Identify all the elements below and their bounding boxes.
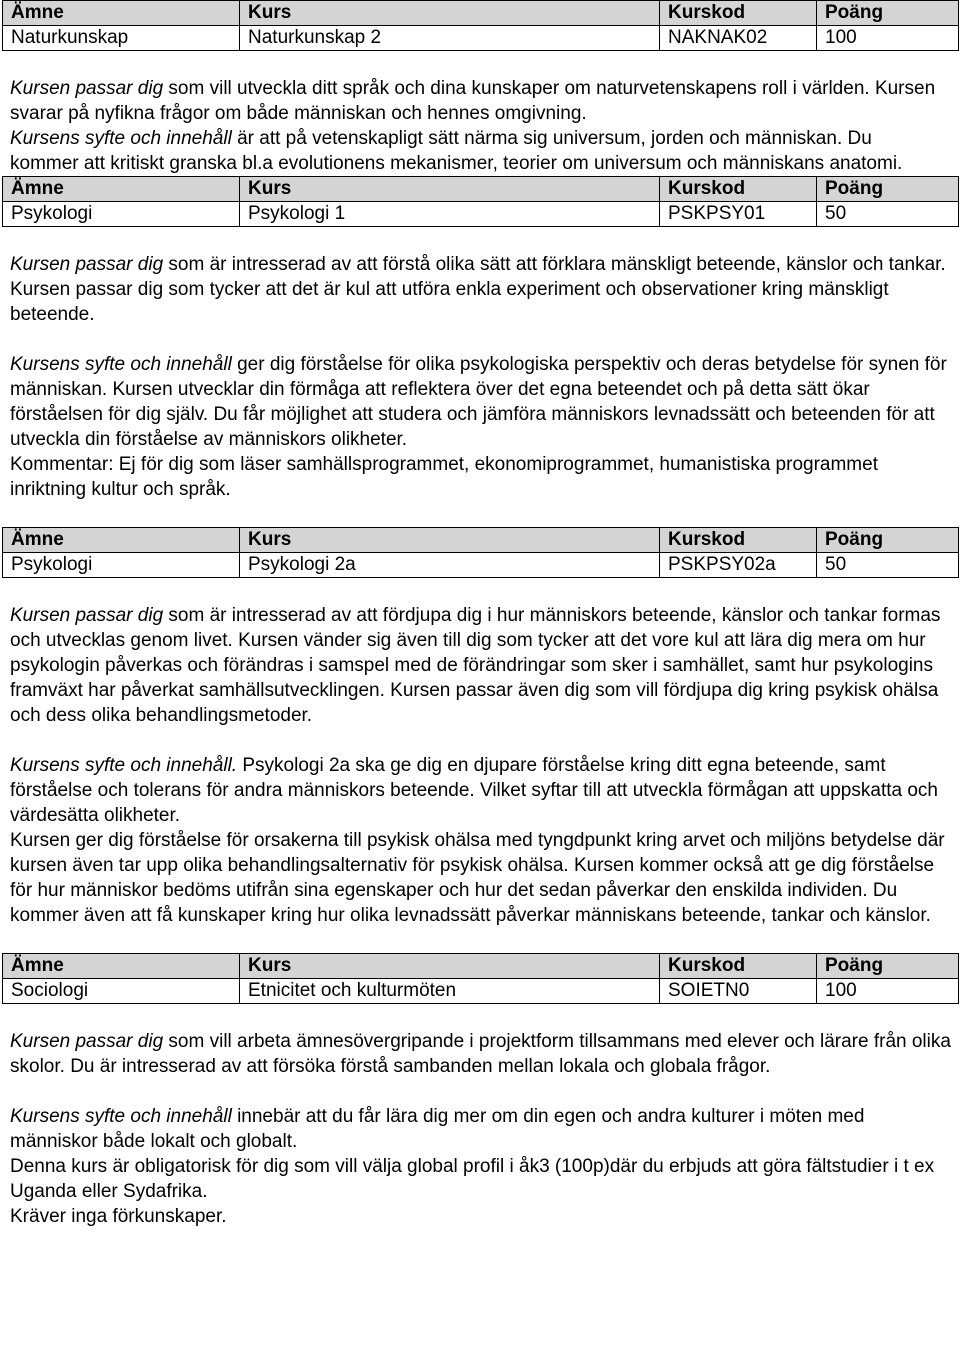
cell-kurskod: SOIETN0 — [660, 979, 817, 1004]
cell-amne: Psykologi — [3, 553, 240, 578]
header-amne: Ämne — [3, 528, 240, 553]
intro-text: som är intresserad av att fördjupa dig i hur människors beteende, känslor och tankar formas och utvecklas genom livet. Kursen vänder sig även till dig som tycker att det vore kul att lära dig mera om hur psykologin påverkas och förändras i samspel med de förändringar som sker i samhället, samt hur psykologins framväxt har påverkat samhällsutvecklingen. Kursen passar även dig som vill fördjupa dig kring psykisk ohälsa och dess olika behandlingsmetoder. — [10, 605, 941, 726]
header-kurskod: Kurskod — [660, 177, 817, 202]
table-header-row — [3, 528, 959, 553]
syfte-paragraph — [10, 126, 940, 176]
header-kurs: Kurs — [240, 954, 660, 979]
header-poang: Poäng — [817, 1, 959, 26]
syfte-text: ger dig förståelse för olika psykologiska perspektiv och deras betydelse för synen för människan. Kursen utvecklar din förmåga att reflektera över det egna beteendet och på detta sätt ökar förståelsen för dig själv. Du får möjlighet att studera och jämföra människors levnadssätt och beteenden för att utveckla din förståelse av människors olikheter. — [10, 354, 947, 450]
syfte-paragraph — [10, 1104, 956, 1154]
header-kurskod: Kurskod — [660, 1, 817, 26]
header-amne: Ämne — [3, 1, 240, 26]
course-sociologi — [0, 953, 960, 1229]
cell-kurskod: NAKNAK02 — [660, 26, 817, 51]
extra-paragraph: Denna kurs är obligatorisk för dig som vill välja global profil i åk3 (100p)där du erbjuds att göra fältstudier i t ex Uganda eller Sydafrika. — [10, 1156, 935, 1202]
prerequisites-paragraph: Kräver inga förkunskaper. — [10, 1206, 227, 1227]
intro-paragraph — [10, 603, 956, 728]
cell-kurs: Psykologi 2a — [240, 553, 660, 578]
course-table — [2, 953, 959, 1004]
intro-text: som är intresserad av att förstå olika sätt att förklara mänskligt beteende, känslor och tankar. Kursen passar dig som tycker att det är kul att utföra enkla experiment och observationer kring mänskligt beteende. — [10, 254, 946, 325]
cell-kurskod: PSKPSY01 — [660, 202, 817, 227]
extra-paragraph: Kursen ger dig förståelse för orsakerna till psykisk ohälsa med tyngdpunkt kring arvet och miljöns betydelse där kursen även tar upp olika behandlingsalternativ för psykisk ohälsa. Kursen kommer också att ge dig förståelse för hur människor bedöms utifrån sina egenskaper och hur det sedan påverkar den enskilda individen. Du kommer även att få kunskaper kring hur olika levnadssätt påverkar människans beteende, tankar och känslor. — [10, 830, 945, 926]
cell-poang: 50 — [817, 553, 959, 578]
intro-label: Kursen passar dig — [10, 1031, 164, 1052]
course-table — [2, 0, 959, 51]
course-table — [2, 527, 959, 578]
table-row — [3, 202, 959, 227]
syfte-text: Psykologi 2a ska ge dig en djupare förståelse kring ditt egna beteende, samt förståelse och tolerans för andra människors beteende. Vilket syftar till att utveckla förmågan att uppskatta och värdesätta olikheter. — [10, 755, 938, 826]
syfte-text: innebär att du får lära dig mer om din egen och andra kulturer i möten med människor både lokalt och globalt. — [10, 1106, 865, 1152]
syfte-label: Kursens syfte och innehåll — [10, 354, 232, 375]
cell-amne: Psykologi — [3, 202, 240, 227]
header-kurs: Kurs — [240, 528, 660, 553]
course-table — [2, 176, 959, 227]
header-poang: Poäng — [817, 954, 959, 979]
header-poang: Poäng — [817, 528, 959, 553]
syfte-text: är att på vetenskapligt sätt närma sig universum, jorden och människan. Du kommer att kritiskt granska bl.a evolutionens mekanismer, teorier om universum och människans anatomi. — [10, 128, 903, 174]
cell-poang: 50 — [817, 202, 959, 227]
header-kurs: Kurs — [240, 177, 660, 202]
table-row — [3, 553, 959, 578]
table-header-row — [3, 1, 959, 26]
intro-paragraph — [10, 252, 956, 327]
intro-label: Kursen passar dig — [10, 78, 164, 99]
table-row — [3, 979, 959, 1004]
table-row — [3, 26, 959, 51]
cell-poang: 100 — [817, 26, 959, 51]
cell-kurskod: PSKPSY02a — [660, 553, 817, 578]
intro-label: Kursen passar dig — [10, 254, 164, 275]
header-kurskod: Kurskod — [660, 954, 817, 979]
syfte-label: Kursens syfte och innehåll. — [10, 755, 238, 776]
intro-text: som vill utveckla ditt språk och dina kunskaper om naturvetenskapens roll i världen. Kursen svarar på nyfikna frågor om både människan och hennes omgivning. — [10, 78, 936, 124]
table-header-row — [3, 954, 959, 979]
course-naturkunskap — [0, 0, 960, 176]
syfte-label: Kursens syfte och innehåll — [10, 1106, 232, 1127]
header-amne: Ämne — [3, 177, 240, 202]
syfte-paragraph — [10, 352, 956, 452]
comment-paragraph: Kommentar: Ej för dig som läser samhällsprogrammet, ekonomiprogrammet, humanistiska programmet inriktning kultur och språk. — [10, 454, 878, 500]
course-psykologi-2a — [0, 527, 960, 953]
intro-text: som vill arbeta ämnesövergripande i projektform tillsammans med elever och lärare från olika skolor. Du är intresserad av att försöka förstå sambanden mellan lokala och globala frågor. — [10, 1031, 951, 1077]
header-poang: Poäng — [817, 177, 959, 202]
intro-paragraph — [10, 76, 940, 126]
header-kurs: Kurs — [240, 1, 660, 26]
header-kurskod: Kurskod — [660, 528, 817, 553]
course-psykologi-1 — [0, 176, 960, 527]
syfte-label: Kursens syfte och innehåll — [10, 128, 232, 149]
syfte-paragraph — [10, 753, 956, 828]
table-header-row — [3, 177, 959, 202]
cell-kurs: Psykologi 1 — [240, 202, 660, 227]
cell-poang: 100 — [817, 979, 959, 1004]
cell-kurs: Etnicitet och kulturmöten — [240, 979, 660, 1004]
cell-kurs: Naturkunskap 2 — [240, 26, 660, 51]
header-amne: Ämne — [3, 954, 240, 979]
cell-amne: Sociologi — [3, 979, 240, 1004]
intro-paragraph — [10, 1029, 956, 1079]
cell-amne: Naturkunskap — [3, 26, 240, 51]
intro-label: Kursen passar dig — [10, 605, 164, 626]
